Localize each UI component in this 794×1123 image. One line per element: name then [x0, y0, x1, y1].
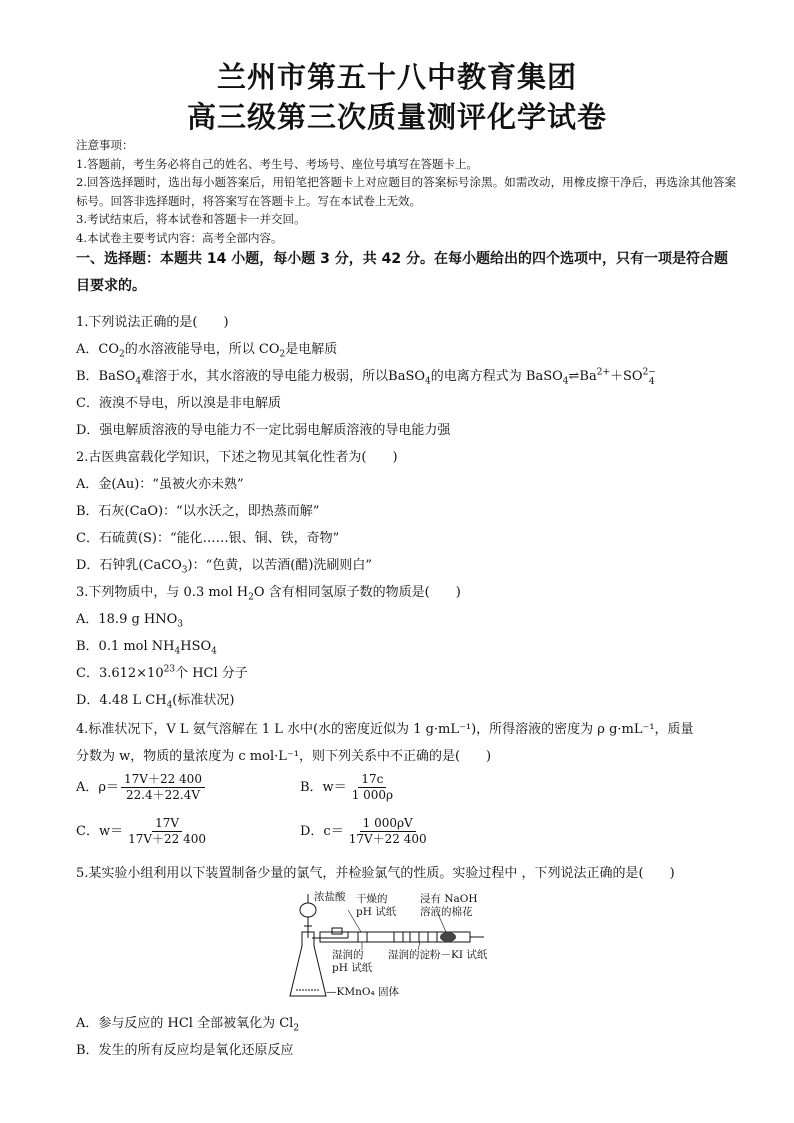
q3-option-d: D．4.48 L $CH_4$(标准状况) [76, 693, 235, 711]
notes-heading: 注意事项： [76, 138, 134, 152]
apparatus-diagram [288, 888, 518, 1002]
q4-option-a [76, 772, 205, 803]
q1-b-eq: ⇌Ba [568, 369, 597, 384]
q4-b-denominator: 1 000ρ [351, 788, 394, 802]
label-wet-1: 湿润的 [332, 949, 364, 961]
q4-c-denominator: 17V＋22 400 [128, 832, 207, 846]
notes-block [76, 136, 736, 248]
q4-c-label: C．w＝ [76, 824, 124, 839]
q4-d-label: D．c＝ [300, 824, 344, 839]
label-kmno4: —KMnO₄ 固体 [326, 986, 400, 998]
q4-option-b [300, 772, 396, 803]
q2-d-text-post: )：“色黄，以苦酒(醋)洗刷则白” [187, 558, 373, 573]
q1-b-text-mid: 难溶于水，其水溶液的导电能力极弱，所以BaSO [141, 369, 426, 384]
cotton-icon [440, 932, 456, 942]
q1-option-a: A．$CO_2$的水溶液能导电，所以 $CO_2$是电解质 [76, 342, 338, 360]
section-title: 一、选择题：本题共 14 小题，每小题 3 分，共 42 分。在每小题给出的四个选项中，只有一项是符合题目要求的。 [76, 251, 728, 294]
q1-a-text-post: 是电解质 [285, 342, 338, 357]
q4-c-fraction [125, 816, 209, 847]
q4-c-numerator: 17V [152, 816, 182, 832]
q3-d-text-post: (标准状况) [172, 693, 235, 708]
exam-title: 高三级第三次质量测评化学试卷 [186, 100, 607, 134]
q4-a-fraction [121, 772, 205, 803]
q4-option-d [300, 816, 430, 847]
q2-option-d: D．石钟乳(CaCO$_3$)：“色黄，以苦酒(醋)洗刷则白” [76, 558, 373, 576]
q3-d-text: D．4.48 L CH [76, 693, 167, 708]
q4-option-c [76, 816, 209, 847]
q5-stem: 5.某实验小组利用以下装置制备少量的氯气，并检验氯气的性质。实验过程中 ，下列说法正确的是( ) [76, 866, 675, 881]
q3-b-text: B．0.1 mol NH [76, 639, 175, 654]
q3-stem-post: O 含有相同氢原子数的物质是( ) [253, 585, 461, 600]
q2-d-text: D．石钟乳(CaCO [76, 558, 182, 573]
q5-a-text: A．参与反应的 HCl 全部被氧化为 Cl [76, 1016, 294, 1031]
q1-option-d: D．强电解质溶液的导电能力不一定比弱电解质溶液的导电能力强 [76, 423, 451, 438]
q1-option-c: C．液溴不导电，所以溴是非电解质 [76, 396, 281, 411]
q3-b-text-mid: HSO [180, 639, 212, 654]
q4-stem-line1: 4.标准状况下，V L 氨气溶解在 1 L 水中(水的密度近似为 1 g·mL⁻¹)，所得溶液的密度为 ρ g·mL⁻¹，质量 [76, 722, 694, 737]
q5-option-a: A．参与反应的 HCl 全部被氧化为 $Cl_2$ [76, 1016, 300, 1034]
q3-stem: 3.下列物质中，与 0.3 mol $H_2O$ 含有相同氢原子数的物质是( ) [76, 585, 461, 603]
q1-option-b: B．BaSO$_4$难溶于水，其水溶液的导电能力极弱，所以BaSO$_4$的电离方程式为 $BaSO_4\rightleftharpoons Ba^{2+}+SO^{2-}_4$ [76, 367, 656, 387]
q5-option-b: B．发生的所有反应均是氧化还原反应 [76, 1043, 294, 1058]
q2-option-a: A．金(Au)：“虽被火亦未熟” [76, 477, 244, 492]
q2-option-b: B．石灰(CaO)：“以水沃之，即热蒸而解” [76, 504, 320, 519]
q1-stem: 1.下列说法正确的是( ) [76, 315, 229, 330]
q2-option-c: C．石硫黄(S)：“能化……银、铜、铁，奇物” [76, 531, 340, 546]
q4-a-denominator: 22.4＋22.4V [125, 788, 201, 802]
label-ki: 湿润的淀粉－KI 试纸 [388, 949, 488, 961]
note-item-2: 2.回答选择题时，选出每小题答案后，用铅笔把答题卡上对应题目的答案标号涂黑。如需改动，用橡皮擦干净后，再选涂其他答案标号。回答非选择题时，将答案写在答题卡上。写在本试卷上无效。 [76, 175, 736, 208]
label-dry-1: 干燥的 [356, 893, 388, 905]
q4-a-label: A．ρ＝ [76, 780, 120, 795]
q1-b-text-mid2: 的电离方程式为 BaSO [430, 369, 563, 384]
note-item-4: 4.本试卷主要考试内容：高考全部内容。 [76, 230, 283, 245]
q1-a-text-mid: 的水溶液能导电，所以 CO [124, 342, 280, 357]
q4-a-numerator: 17V＋22 400 [121, 772, 205, 788]
q4-d-numerator: 1 000ρV [360, 816, 416, 832]
note-item-3: 3.考试结束后，将本试卷和答题卡一并交回。 [76, 212, 306, 227]
label-naoh-1: 浸有 NaOH [420, 893, 478, 905]
q3-option-c: C．$3.612\times 10^{23}$个 HCl 分子 [76, 664, 248, 681]
q3-c-text-post: 个 HCl 分子 [175, 666, 248, 681]
q3-option-b: B．0.1 mol $NH_4HSO_4$ [76, 639, 217, 657]
q4-d-denominator: 17V＋22 400 [348, 832, 427, 846]
q3-a-text: A．18.9 g HNO [76, 612, 178, 627]
note-item-1: 1.答题前，考生务必将自己的姓名、考生号、考场号、座位号填写在答题卡上。 [76, 156, 478, 171]
q4-b-fraction [349, 772, 396, 803]
q2-stem: 2.古医典富载化学知识，下述之物见其氧化性者为( ) [76, 450, 398, 465]
q4-d-fraction [346, 816, 430, 847]
label-hcl: 浓盐酸 [314, 891, 346, 903]
q1-b-text: B．BaSO [76, 369, 136, 384]
q1-b-plus: ＋SO [609, 369, 643, 384]
q4-stem-line2: 分数为 w，物质的量浓度为 c mol·L⁻¹，则下列关系中不正确的是( ) [76, 749, 492, 764]
label-wet-2: pH 试纸 [332, 962, 373, 974]
school-title: 兰州市第五十八中教育集团 [216, 60, 577, 94]
q1-a-text: A．CO [76, 342, 119, 357]
q3-stem-pre: 3.下列物质中，与 0.3 mol H [76, 585, 249, 600]
label-naoh-2: 溶液的棉花 [420, 906, 473, 918]
q4-b-label: B．w＝ [300, 780, 347, 795]
q3-option-a: A．18.9 g $HNO_3$ [76, 612, 184, 630]
q4-b-numerator: 17c [358, 772, 386, 788]
q3-c-text: C．3.612×10 [76, 666, 164, 681]
glass-tube [312, 928, 484, 942]
label-dry-2: pH 试纸 [356, 906, 397, 918]
